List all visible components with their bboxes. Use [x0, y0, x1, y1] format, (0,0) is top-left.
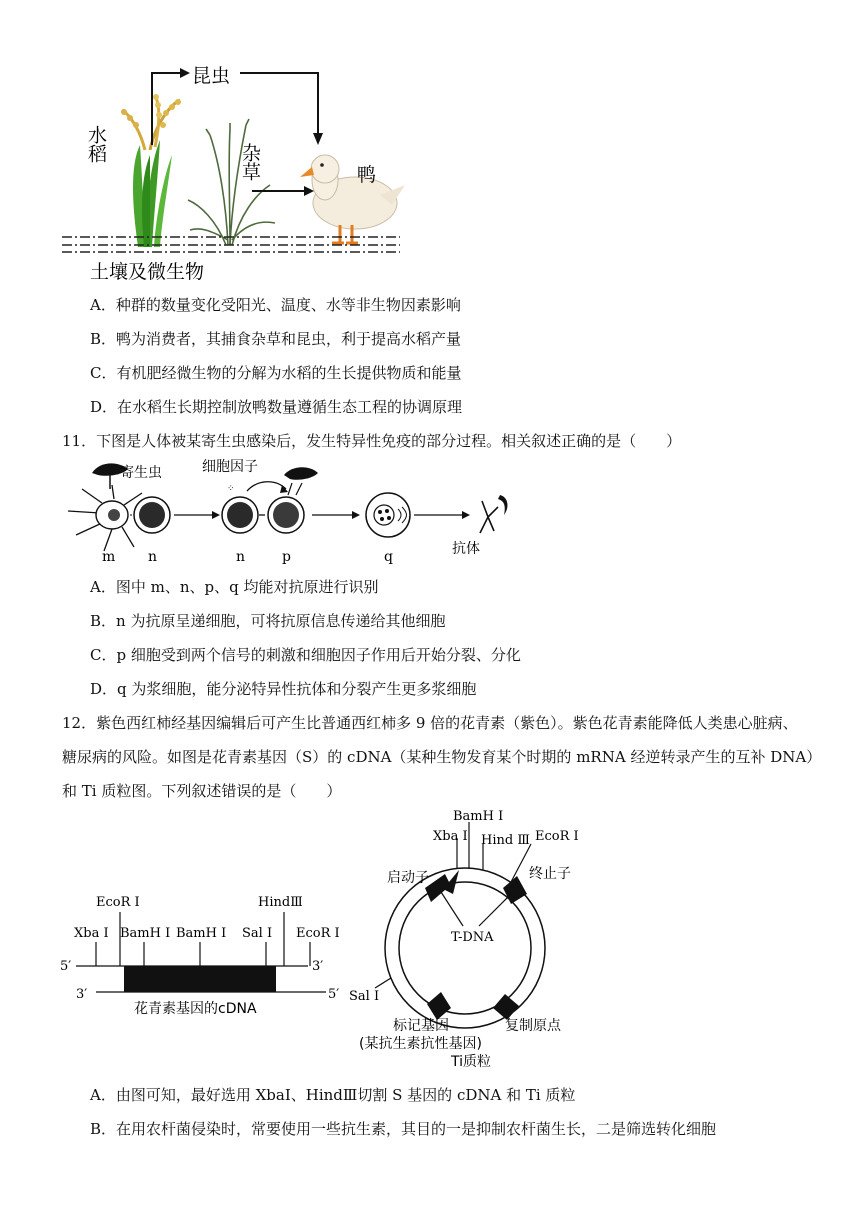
cdna-5-top-label: 5′ — [60, 959, 72, 974]
marker-note-label: (某抗生素抗性基因) — [359, 1036, 482, 1052]
cdna-ecori-top-label: EcoR Ⅰ — [96, 895, 140, 910]
cdna-xba-label: Xba Ⅰ — [74, 926, 109, 941]
cdna-caption: 花青素基因的cDNA — [134, 1001, 257, 1017]
q10-option-a: A．种群的数量变化受阳光、温度、水等非生物因素影响 — [90, 296, 461, 314]
cdna-bamh1-label: BamH Ⅰ — [120, 926, 171, 941]
plasmid-hind-label: Hind Ⅲ — [481, 833, 530, 848]
weed-plant — [188, 119, 275, 245]
cdna-3-top-label: 3′ — [312, 959, 324, 974]
marker-label: 标记基因 — [393, 1018, 449, 1034]
svg-text:⁘: ⁘ — [227, 484, 235, 494]
q12-option-b: B．在用农杆菌侵染时，常要使用一些抗生素，其目的一是抑制农杆菌生长，二是筛选转化细胞 — [90, 1120, 717, 1138]
q11-stem: 11．下图是人体被某寄生虫感染后，发生特异性免疫的部分过程。相关叙述正确的是（ ） — [62, 432, 682, 450]
origin-block — [493, 994, 519, 1020]
antibody-icon — [480, 501, 498, 533]
cytokine-label: 细胞因子 — [202, 459, 258, 475]
q10-option-b: B．鸭为消费者，其捕食杂草和昆虫，利于提高水稻产量 — [90, 330, 462, 348]
label-q: q — [384, 549, 393, 565]
cdna-gene-block — [124, 966, 276, 992]
promoter-label: 启动子 — [387, 870, 429, 886]
plasmid-bamh-label: BamH Ⅰ — [453, 809, 504, 824]
origin-label: 复制原点 — [505, 1018, 561, 1034]
label-n1: n — [148, 549, 158, 565]
label-p: p — [282, 549, 291, 565]
cdna-ecori-right-label: EcoR Ⅰ — [296, 926, 340, 941]
cdna-5-bottom-label: 5′ — [328, 987, 340, 1002]
parasite-label: 寄生虫 — [120, 465, 162, 481]
rice-label: 水稻 — [85, 125, 107, 163]
food-web-figure — [60, 55, 410, 285]
plasmid-xba-label: Xba Ⅰ — [433, 829, 468, 844]
q10-option-c: C．有机肥经微生物的分解为水稻的生长提供物质和能量 — [90, 364, 462, 382]
q12-option-a: A．由图可知，最好选用 XbaⅠ、HindⅢ切割 S 基因的 cDNA 和 Ti 质粒 — [90, 1086, 576, 1104]
promoter-block — [425, 870, 459, 902]
marker-gene-block — [427, 992, 451, 1020]
label-m: m — [102, 549, 116, 565]
plasmid-caption: Ti质粒 — [451, 1054, 492, 1070]
weeds-label: 杂草 — [239, 143, 261, 181]
q11-option-d: D．q 为浆细胞，能分泌特异性抗体和分裂产生更多浆细胞 — [90, 680, 477, 698]
soil-label: 土壤及微生物 — [90, 261, 205, 283]
duck-label: 鸭 — [357, 164, 377, 186]
q12-stem-line-1: 12．紫色西红柿经基因编辑后可产生比普通西红柿多 9 倍的花青素（紫色）。紫色花青素能降低人类患心脏病、 — [62, 714, 798, 732]
food-web-arrows — [152, 73, 318, 191]
plasmid-ecori-label: EcoR Ⅰ — [535, 829, 579, 844]
cdna-diagram — [60, 880, 360, 1020]
duck-image — [300, 155, 405, 243]
cdna-hind-label: HindⅢ — [258, 895, 303, 910]
insects-label: 昆虫 — [192, 65, 231, 87]
plasmid-sal-label: Sal Ⅰ — [349, 989, 380, 1004]
q11-option-c: C．p 细胞受到两个信号的刺激和细胞因子作用后开始分裂、分化 — [90, 646, 521, 664]
cdna-bamh2-label: BamH Ⅰ — [176, 926, 227, 941]
q10-option-d: D．在水稻生长期控制放鸭数量遵循生态工程的协调原理 — [90, 398, 463, 416]
antibody-label: 抗体 — [452, 541, 480, 557]
label-n2: n — [236, 549, 246, 565]
q11-option-b: B．n 为抗原呈递细胞，可将抗原信息传递给其他细胞 — [90, 612, 446, 630]
ti-plasmid-diagram — [345, 808, 615, 1078]
cdna-3-bottom-label: 3′ — [76, 987, 88, 1002]
cdna-sal-label: Sal Ⅰ — [242, 926, 273, 941]
q12-stem-line-3: 和 Ti 质粒图。下列叙述错误的是（ ） — [62, 782, 342, 800]
antigen-on-p-icon — [284, 467, 318, 480]
immune-process-figure — [62, 455, 542, 570]
q11-option-a: A．图中 m、n、p、q 均能对抗原进行识别 — [90, 578, 379, 596]
arrow-head-duck-from-insects — [313, 133, 323, 145]
tdna-label: T-DNA — [451, 930, 494, 945]
arrow-head-insects — [180, 68, 190, 78]
terminator-label: 终止子 — [529, 866, 571, 882]
q12-stem-line-2: 糖尿病的风险。如图是花青素基因（S）的 cDNA（某种生物发育某个时期的 mRNA 经逆转录产生的互补 DNA） — [62, 748, 822, 766]
